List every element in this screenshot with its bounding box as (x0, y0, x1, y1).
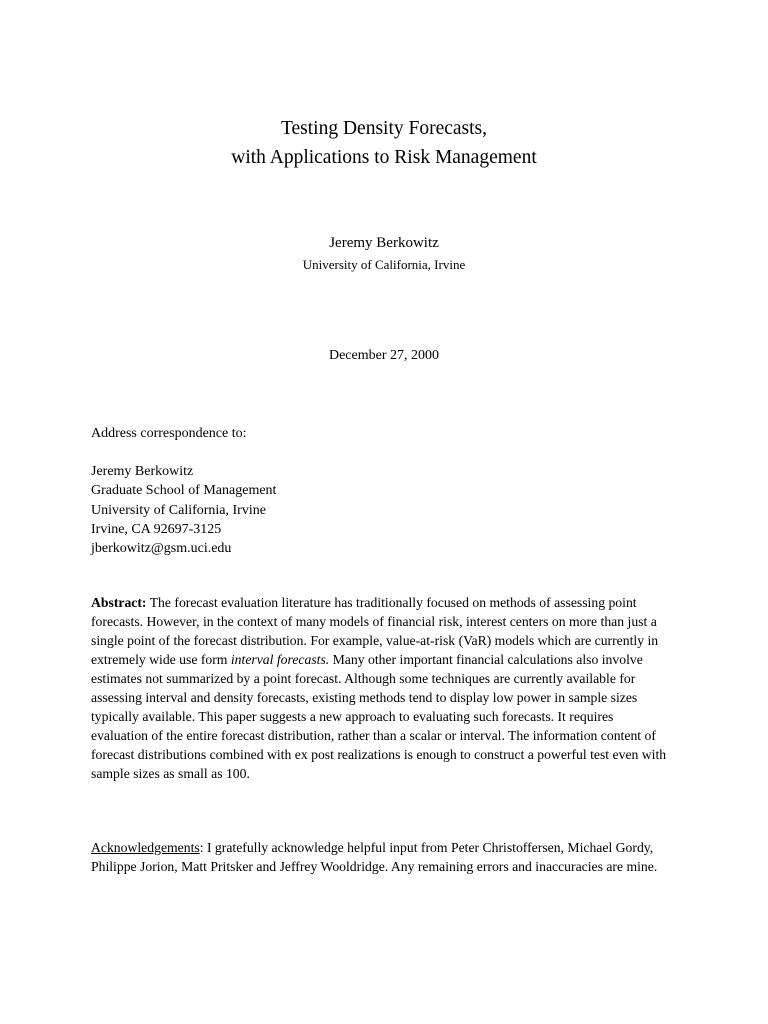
abstract-line: typically available. This paper suggests a new approach to evaluating such forecasts. It requires (91, 709, 614, 724)
abstract-text: The forecast evaluation literature has traditionally focused on methods of assessing point (149, 595, 637, 610)
address-line: Jeremy Berkowitz (91, 464, 194, 480)
title-line-1: Testing Density Forecasts, (280, 118, 488, 139)
abstract (91, 593, 691, 783)
abstract-line: single point of the forecast distribution. For example, value-at-risk (VaR) models which are currently in (91, 633, 659, 648)
ack-line: Philippe Jorion, Matt Pritsker and Jeffrey Wooldridge. Any remaining errors and inaccuracies are mine. (91, 859, 658, 874)
abstract-line: estimates not summarized by a point forecast. Although some techniques are currently available for (91, 671, 636, 686)
ack-line (91, 838, 691, 857)
abstract-emphasis: interval forecasts. (230, 652, 330, 667)
abstract-line: evaluation of the entire forecast distribution, rather than a scalar or interval. The information content of (91, 728, 656, 743)
paper-date: December 27, 2000 (328, 348, 440, 363)
address-lead: Address correspondence to: (91, 426, 247, 441)
abstract-text: extremely wide use form (91, 652, 231, 667)
address-line: Graduate School of Management (91, 483, 277, 499)
abstract-text: Many other important financial calculations also involve (329, 652, 643, 667)
author-affiliation: University of California, Irvine (302, 257, 466, 272)
address-line: University of California, Irvine (91, 502, 266, 518)
abstract-line: assessing interval and density forecasts, existing methods tend to display low power in sample sizes (91, 690, 638, 705)
abstract-line: sample sizes as small as 100. (91, 766, 250, 781)
ack-text: : I gratefully acknowledge helpful input from Peter Christoffersen, Michael Gordy, (199, 840, 654, 855)
abstract-line (91, 650, 691, 669)
abstract-line (91, 593, 691, 612)
abstract-line: forecasts. However, in the context of many models of financial risk, interest centers on more than just a (91, 614, 657, 629)
address-email: jberkowitz@gsm.uci.edu (91, 541, 232, 557)
paper-title (0, 114, 768, 172)
ack-label: Acknowledgements (91, 840, 200, 855)
abstract-label: Abstract: (91, 595, 147, 610)
author-name: Jeremy Berkowitz (329, 235, 439, 251)
abstract-line: forecast distributions combined with ex post realizations is enough to construct a powerful test even with (91, 747, 667, 762)
correspondence-address (91, 424, 276, 558)
title-line-2: with Applications to Risk Management (231, 147, 537, 168)
address-line: Irvine, CA 92697-3125 (91, 521, 222, 537)
acknowledgements (91, 838, 691, 876)
